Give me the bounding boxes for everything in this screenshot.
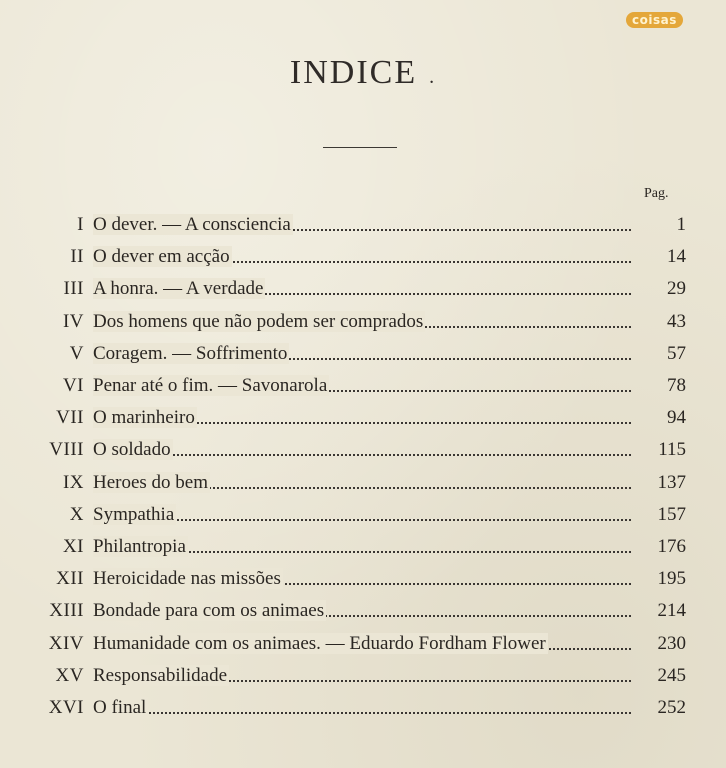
- chapter-entry: [93, 472, 631, 494]
- toc-row: [0, 435, 726, 467]
- chapter-title: O soldado: [93, 439, 171, 461]
- chapter-number: XIV: [48, 632, 84, 654]
- chapter-title: Humanidade com os animaes. — Eduardo Fordham Flower: [93, 632, 546, 654]
- page-number: 245: [657, 664, 686, 686]
- toc-row: [0, 532, 726, 564]
- toc-row: [0, 307, 726, 339]
- chapter-number: VIII: [49, 439, 84, 461]
- chapter-entry: [93, 375, 631, 397]
- toc-row: [0, 403, 726, 435]
- chapter-entry: [93, 665, 631, 687]
- chapter-title: Heroes do bem: [93, 471, 209, 493]
- chapter-title: Penar até o fim. — Savonarola: [93, 375, 328, 396]
- toc-row: [0, 468, 726, 500]
- chapter-entry: [93, 246, 631, 268]
- page-title: [0, 54, 726, 92]
- chapter-entry: [93, 697, 631, 719]
- dot-leader: [93, 712, 631, 714]
- chapter-entry: [93, 568, 631, 590]
- title-dot: .: [429, 66, 437, 88]
- toc-row: [0, 274, 726, 306]
- chapter-entry: [93, 633, 631, 655]
- page-number: 230: [657, 632, 686, 654]
- chapter-title: Coragem. — Soffrimento: [93, 342, 288, 364]
- watermark-logo: coisas: [626, 12, 683, 28]
- chapter-title: Dos homens que não podem ser comprados: [93, 310, 424, 332]
- chapter-number: IV: [62, 310, 84, 332]
- chapter-number: XI: [62, 536, 84, 557]
- toc-row: [0, 661, 726, 693]
- chapter-entry: [93, 311, 631, 333]
- page-number: 157: [657, 503, 686, 525]
- chapter-number: XIII: [49, 600, 84, 622]
- chapter-number: IX: [62, 471, 84, 493]
- chapter-title: Philantropia: [93, 536, 186, 557]
- chapter-number: XII: [56, 568, 84, 590]
- chapter-entry: [93, 504, 631, 526]
- toc-row: [0, 242, 726, 274]
- chapter-number: I: [77, 214, 84, 235]
- chapter-entry: [93, 214, 631, 236]
- page-number: 43: [667, 310, 686, 332]
- chapter-number: V: [69, 342, 84, 364]
- page-number: 57: [667, 342, 686, 364]
- chapter-title: Sympathia: [93, 503, 175, 525]
- chapter-title: O marinheiro: [93, 407, 195, 429]
- chapter-number: XVI: [48, 697, 84, 718]
- chapter-number: XV: [55, 664, 84, 686]
- page-column-header: Pag.: [644, 186, 669, 201]
- chapter-entry: [93, 407, 631, 429]
- page-number: 14: [667, 246, 686, 268]
- chapter-title: O final: [93, 697, 147, 718]
- chapter-entry: [93, 343, 631, 365]
- page-number: 1: [676, 214, 686, 235]
- toc-row: [0, 629, 726, 661]
- toc-row: [0, 339, 726, 371]
- chapter-number: VII: [56, 407, 84, 429]
- page-number: 94: [667, 407, 686, 429]
- page-number: 214: [657, 600, 686, 622]
- chapter-entry: [93, 600, 631, 622]
- toc-row: [0, 596, 726, 628]
- chapter-entry: [93, 536, 631, 558]
- chapter-number: III: [63, 278, 84, 300]
- page-number: 29: [667, 278, 686, 300]
- page-number: 137: [657, 471, 686, 493]
- toc-row: [0, 210, 726, 242]
- chapter-title: O dever em acção: [93, 246, 230, 268]
- chapter-title: O dever. — A consciencia: [93, 214, 291, 235]
- title-text: INDICE: [289, 54, 418, 91]
- page-number: 176: [657, 536, 686, 557]
- page-number: 78: [667, 375, 686, 396]
- chapter-entry: [93, 278, 631, 300]
- chapter-title: Heroicidade nas missões: [93, 568, 281, 590]
- title-divider: [323, 147, 397, 148]
- chapter-title: Responsabilidade: [93, 664, 228, 686]
- toc-row: [0, 564, 726, 596]
- chapter-number: II: [70, 246, 84, 268]
- page-number: 195: [657, 568, 686, 590]
- page-number: 252: [657, 697, 686, 718]
- dot-leader: [93, 454, 631, 456]
- chapter-entry: [93, 439, 631, 461]
- page-number: 115: [658, 439, 686, 461]
- toc-row: [0, 693, 726, 725]
- toc-row: [0, 371, 726, 403]
- chapter-title: Bondade para com os animaes: [93, 600, 325, 622]
- toc-row: [0, 500, 726, 532]
- chapter-title: A honra. — A verdade: [93, 278, 264, 300]
- chapter-number: X: [69, 503, 84, 525]
- chapter-number: VI: [62, 375, 84, 396]
